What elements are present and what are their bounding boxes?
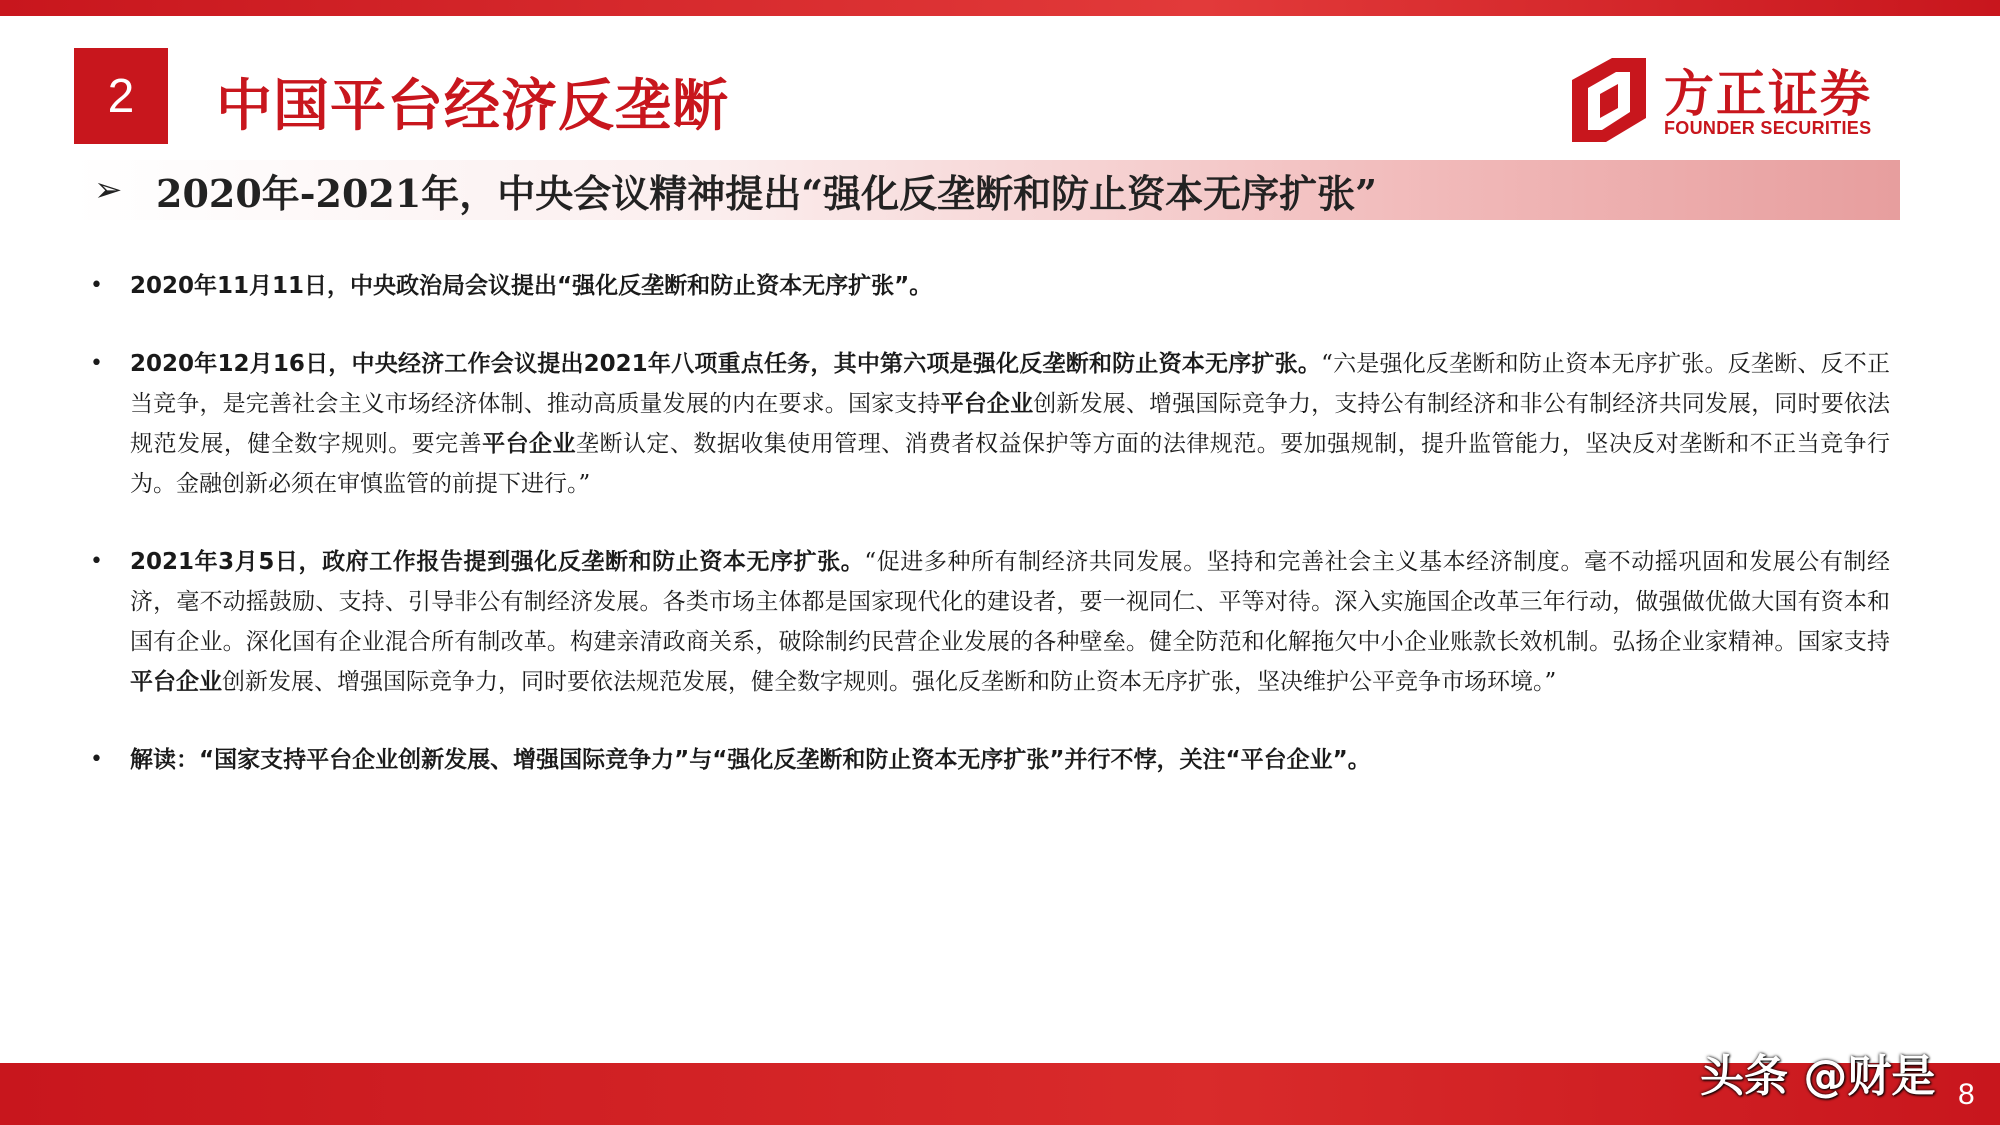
bullet-item xyxy=(90,344,1890,504)
company-logo xyxy=(1572,54,1900,144)
bullet-text-bold: 平台企业 xyxy=(482,431,577,457)
page-title: 中国平台经济反垄断 xyxy=(216,74,729,139)
bullet-item xyxy=(90,266,1890,306)
subtitle-text: 2020年-2021年，中央会议精神提出“强化反垄断和防止资本无序扩张” xyxy=(156,170,1378,216)
bullet-text: 垄断认定、数据收集使用管理、消费者权益保护等方面的法律规范。要加强规制，提升监管能力，坚决反对垄断和不正当竞争行为。金融创新必须在审慎监管的前提下进行。” xyxy=(130,431,1891,497)
bullet-text: “促进多种所有制经济共同发展。坚持和完善社会主义基本经济制度。毫不动摇巩固和发展公有制经济，毫不动摇鼓励、支持、引导非公有制经济发展。各类市场主体都是国家现代化的建设者，要一视同仁、平等对待。深入实施国企改革三年行动，做强做优做大国有资本和国有企业。深化国有企业混合所有制改革。构建亲清政商关系，破除制约民营企业发展的各种壁垒。健全防范和化解拖欠中小企业账款长效机制。弘扬企业家精神。国家支持 xyxy=(130,549,1890,655)
bullet-text-bold: 2020年11月11日，中央政治局会议提出“强化反垄断和防止资本无序扩张”。 xyxy=(130,273,933,299)
bullet-dot-icon: • xyxy=(90,351,103,376)
subtitle-band xyxy=(72,160,1900,220)
bullet-text-bold: 2020年12月16日，中央经济工作会议提出2021年八项重点任务，其中第六项是强化反垄断和防止资本无序扩张。 xyxy=(130,351,1322,377)
bullet-text-bold: 2021年3月5日，政府工作报告提到强化反垄断和防止资本无序扩张。 xyxy=(130,549,865,575)
founder-logo-icon xyxy=(1572,58,1646,142)
logo-name-en: FOUNDER SECURITIES xyxy=(1664,118,1872,138)
bullet-text-bold: 平台企业 xyxy=(940,391,1034,417)
bullet-dot-icon: • xyxy=(90,273,103,298)
logo-name-cn: 方正证券 xyxy=(1664,65,1872,123)
page-number: 8 xyxy=(1958,1078,1975,1111)
bullet-item xyxy=(90,740,1890,780)
bullet-text: 创新发展、增强国际竞争力，同时要依法规范发展，健全数字规则。强化反垄断和防止资本无序扩张，坚决维护公平竞争市场环境。” xyxy=(222,669,1557,695)
bullet-dot-icon: • xyxy=(90,747,103,772)
top-accent-bar xyxy=(0,0,2000,16)
bullet-text-bold: 平台企业 xyxy=(130,669,222,695)
bullet-dot-icon: • xyxy=(90,549,103,574)
bullet-text: “六是强化反垄断和防止资本无序扩张。反垄断、反不正当竞争，是完善社会主义市场经济体制、推动高质量发展的内在要求。国家支持 xyxy=(130,351,1891,417)
content-area xyxy=(90,266,1890,818)
arrow-bullet-icon: ➢ xyxy=(94,170,123,210)
bullet-text-bold: 解读：“国家支持平台企业创新发展、增强国际竞争力”与“强化反垄断和防止资本无序扩张”并行不悖，关注“平台企业”。 xyxy=(130,747,1371,773)
bullet-text: 创新发展、增强国际竞争力，支持公有制经济和非公有制经济共同发展，同时要依法规范发展，健全数字规则。要完善 xyxy=(130,391,1891,457)
section-number: 2 xyxy=(107,69,135,123)
section-number-badge xyxy=(74,48,168,144)
bullet-item xyxy=(90,542,1890,702)
watermark-text: 头条 @财是 xyxy=(1700,1051,1936,1102)
